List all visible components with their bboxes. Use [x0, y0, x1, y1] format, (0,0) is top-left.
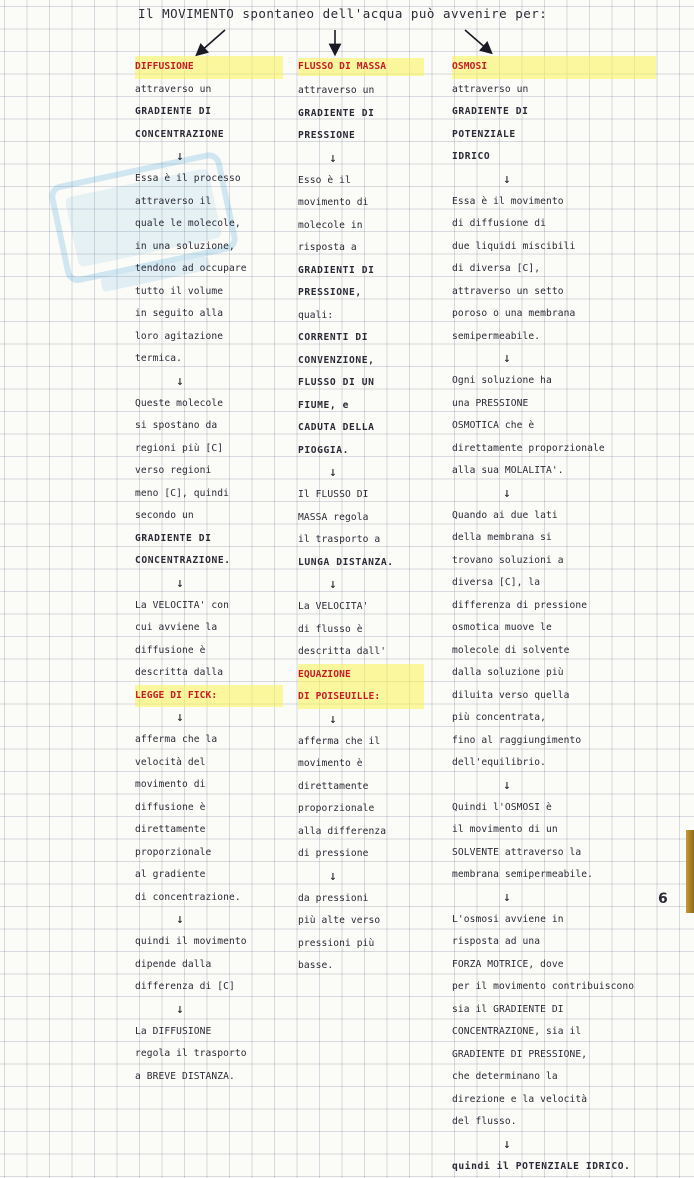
line: afferma che la	[135, 729, 283, 752]
line: SOLVENTE attraverso la	[452, 842, 656, 865]
line: a BREVE DISTANZA.	[135, 1066, 283, 1089]
line: di flusso è	[298, 619, 424, 642]
down-arrow-icon: ↓	[298, 148, 368, 170]
line: secondo un	[135, 505, 283, 528]
down-arrow-icon: ↓	[452, 483, 562, 505]
down-arrow-icon: ↓	[452, 169, 562, 191]
down-arrow-icon: ↓	[135, 371, 225, 393]
line: di diffusione di	[452, 213, 656, 236]
line: IDRICO	[452, 146, 656, 169]
line: EQUAZIONE	[298, 664, 424, 687]
line: trovano soluzioni a	[452, 550, 656, 573]
down-arrow-icon: ↓	[135, 146, 225, 168]
page-number: 6	[658, 891, 668, 907]
line: diluita verso quella	[452, 685, 656, 708]
line: La VELOCITA'	[298, 596, 424, 619]
line: CADUTA DELLA	[298, 417, 424, 440]
line: attraverso un setto	[452, 281, 656, 304]
line: quindi il movimento	[135, 931, 283, 954]
line: GRADIENTE DI PRESSIONE,	[452, 1044, 656, 1067]
line: dipende dalla	[135, 954, 283, 977]
line: movimento di	[135, 774, 283, 797]
line: PRESSIONE,	[298, 282, 424, 305]
line: due liquidi miscibili	[452, 236, 656, 259]
line: semipermeabile.	[452, 326, 656, 349]
heading-diffusione: DIFFUSIONE	[135, 56, 283, 79]
line: attraverso il	[135, 191, 283, 214]
line: dell'equilibrio.	[452, 752, 656, 775]
binding-edge	[686, 830, 694, 913]
line: differenza di pressione	[452, 595, 656, 618]
line: Esso è il	[298, 170, 424, 193]
line: termica.	[135, 348, 283, 371]
line: DI POISEUILLE:	[298, 686, 424, 709]
line: direttamente proporzionale	[452, 438, 656, 461]
heading-flusso-di-massa: FLUSSO DI MASSA	[298, 58, 424, 76]
column-diffusione	[135, 56, 283, 1088]
line: La DIFFUSIONE	[135, 1021, 283, 1044]
column-flusso-di-massa	[298, 56, 424, 978]
page-title: Il MOVIMENTO spontaneo dell'acqua può avvenire per:	[138, 6, 558, 22]
line: Essa è il processo	[135, 168, 283, 191]
line: membrana semipermeabile.	[452, 864, 656, 887]
line: risposta ad una	[452, 931, 656, 954]
line: sia il GRADIENTE DI	[452, 999, 656, 1022]
line: GRADIENTE DI	[298, 103, 424, 126]
line: più alte verso	[298, 910, 424, 933]
line: Quando ai due lati	[452, 505, 656, 528]
line: dalla soluzione più	[452, 662, 656, 685]
line: GRADIENTE DI	[452, 101, 656, 124]
line: alla differenza	[298, 821, 424, 844]
line: più concentrata,	[452, 707, 656, 730]
column-osmosi	[452, 56, 656, 1178]
line: loro agitazione	[135, 326, 283, 349]
line: PRESSIONE	[298, 125, 424, 148]
line: MASSA regola	[298, 507, 424, 530]
down-arrow-icon: ↓	[452, 348, 562, 370]
line: CORRENTI DI	[298, 327, 424, 350]
down-arrow-icon: ↓	[135, 573, 225, 595]
line: al gradiente	[135, 864, 283, 887]
line: L'osmosi avviene in	[452, 909, 656, 932]
line: alla sua MOLALITA'.	[452, 460, 656, 483]
line: poroso o una membrana	[452, 303, 656, 326]
line: PIOGGIA.	[298, 440, 424, 463]
line: GRADIENTE DI	[135, 528, 283, 551]
line: GRADIENTE DI	[135, 101, 283, 124]
line: il movimento di un	[452, 819, 656, 842]
line: da pressioni	[298, 888, 424, 911]
line: CONVENZIONE,	[298, 350, 424, 373]
line: Essa è il movimento	[452, 191, 656, 214]
line: risposta a	[298, 237, 424, 260]
line: POTENZIALE	[452, 124, 656, 147]
line: attraverso un	[452, 79, 656, 102]
line: afferma che il	[298, 731, 424, 754]
line: di pressione	[298, 843, 424, 866]
down-arrow-icon: ↓	[135, 707, 225, 729]
line: che determinano la	[452, 1066, 656, 1089]
line: FIUME, e	[298, 395, 424, 418]
line: Queste molecole	[135, 393, 283, 416]
line: diversa [C], la	[452, 572, 656, 595]
line: molecole in	[298, 215, 424, 238]
line: differenza di [C]	[135, 976, 283, 999]
line: quali:	[298, 305, 424, 328]
down-arrow-icon: ↓	[452, 1134, 562, 1156]
down-arrow-icon: ↓	[298, 574, 368, 596]
line: quale le molecole,	[135, 213, 283, 236]
line: tutto il volume	[135, 281, 283, 304]
line: descritta dall'	[298, 641, 424, 664]
line: FORZA MOTRICE, dove	[452, 954, 656, 977]
line: CONCENTRAZIONE	[135, 124, 283, 147]
line: CONCENTRAZIONE, sia il	[452, 1021, 656, 1044]
line: proporzionale	[135, 842, 283, 865]
line: direzione e la velocità	[452, 1089, 656, 1112]
down-arrow-icon: ↓	[452, 775, 562, 797]
line: regioni più [C]	[135, 438, 283, 461]
line: una PRESSIONE	[452, 393, 656, 416]
line: quindi il POTENZIALE IDRICO.	[452, 1156, 656, 1178]
down-arrow-icon: ↓	[298, 866, 368, 888]
down-arrow-icon: ↓	[135, 999, 225, 1021]
line: tendono ad occupare	[135, 258, 283, 281]
line: diffusione è	[135, 640, 283, 663]
line: OSMOTICA che è	[452, 415, 656, 438]
line: cui avviene la	[135, 617, 283, 640]
down-arrow-icon: ↓	[135, 909, 225, 931]
line: direttamente	[135, 819, 283, 842]
down-arrow-icon: ↓	[452, 887, 562, 909]
line: verso regioni	[135, 460, 283, 483]
line: osmotica muove le	[452, 617, 656, 640]
line: direttamente	[298, 776, 424, 799]
line: in seguito alla	[135, 303, 283, 326]
line: proporzionale	[298, 798, 424, 821]
line: CONCENTRAZIONE.	[135, 550, 283, 573]
line: Quindi l'OSMOSI è	[452, 797, 656, 820]
down-arrow-icon: ↓	[298, 709, 368, 731]
line: meno [C], quindi	[135, 483, 283, 506]
line: descritta dalla	[135, 662, 283, 685]
line: molecole di solvente	[452, 640, 656, 663]
line: di diversa [C],	[452, 258, 656, 281]
line: Ogni soluzione ha	[452, 370, 656, 393]
line: GRADIENTI DI	[298, 260, 424, 283]
line: del flusso.	[452, 1111, 656, 1134]
down-arrow-icon: ↓	[298, 462, 368, 484]
line: fino al raggiungimento	[452, 730, 656, 753]
line: Il FLUSSO DI	[298, 484, 424, 507]
heading-osmosi: OSMOSI	[452, 56, 656, 79]
line: della membrana si	[452, 527, 656, 550]
line: di concentrazione.	[135, 887, 283, 910]
line: pressioni più	[298, 933, 424, 956]
line: movimento di	[298, 192, 424, 215]
line: LEGGE DI FICK:	[135, 685, 283, 708]
line: si spostano da	[135, 415, 283, 438]
line: il trasporto a	[298, 529, 424, 552]
line: per il movimento contribuiscono	[452, 976, 656, 999]
line: La VELOCITA' con	[135, 595, 283, 618]
line: attraverso un	[135, 79, 283, 102]
line: movimento è	[298, 753, 424, 776]
line: regola il trasporto	[135, 1043, 283, 1066]
line: FLUSSO DI UN	[298, 372, 424, 395]
line: basse.	[298, 955, 424, 978]
line: velocità del	[135, 752, 283, 775]
line: diffusione è	[135, 797, 283, 820]
line: attraverso un	[298, 80, 424, 103]
line: LUNGA DISTANZA.	[298, 552, 424, 575]
line: in una soluzione,	[135, 236, 283, 259]
